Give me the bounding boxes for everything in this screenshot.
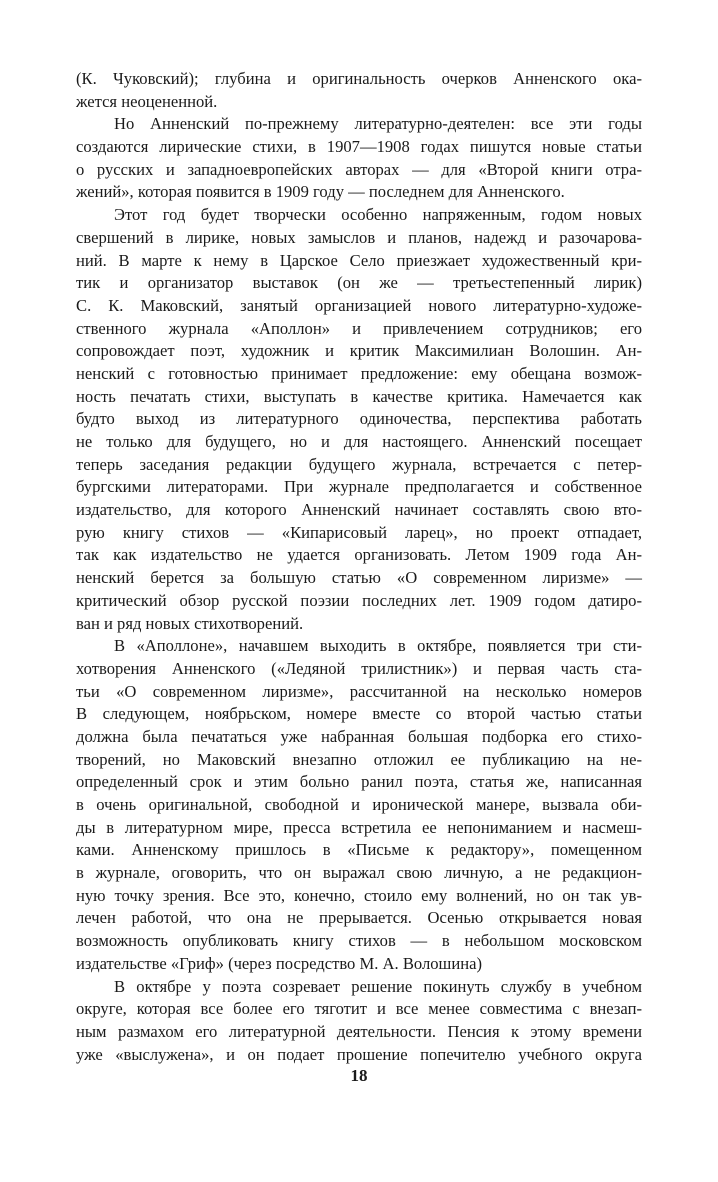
text-line: критический обзор русской поэзии последних лет. 1909 годом датиро- <box>76 590 642 610</box>
text-line: издательство, для которого Анненский начинает составлять свою вто- <box>76 500 642 520</box>
text-line: будто выход из литературного одиночества, перспектива работать <box>76 409 642 429</box>
page-number: 18 <box>350 1066 368 1085</box>
text-line: Но Анненский по-прежнему литературно-деятелен: все эти годы <box>114 114 642 134</box>
text-line: о русских и западноевропейских авторах — для «Второй книги отра- <box>76 159 642 179</box>
text-line: В следующем, ноябрьском, номере вместе со второй частью статьи <box>76 704 642 724</box>
page-body-text <box>76 68 642 1066</box>
text-line: творений, но Маковский внезапно отложил ее публикацию на не- <box>76 749 642 769</box>
text-line: тьи «О современном лиризме», рассчитанной на несколько номеров <box>76 681 642 701</box>
text-line: ван и ряд новых стихотворений. <box>76 613 304 633</box>
text-line: ненский с готовностью принимает предложение: ему обещана возмож- <box>76 363 642 383</box>
paragraph <box>76 635 642 975</box>
text-line: рую книгу стихов — «Кипарисовый ларец», но проект отпадает, <box>76 522 642 542</box>
text-line: лечен работой, что она не прерывается. Осенью открывается новая <box>76 908 642 928</box>
text-line: ную точку зрения. Все это, конечно, стоило ему волнений, но он так ув- <box>76 885 642 905</box>
text-line: ненский берется за большую статью «О современном лиризме» — <box>76 568 642 588</box>
text-line: должна была печататься уже набранная большая подборка его стихо- <box>76 726 642 746</box>
text-line: Этот год будет творчески особенно напряженным, годом новых <box>114 205 642 225</box>
text-line: создаются лирические стихи, в 1907—1908 годах пишутся новые статьи <box>76 137 642 157</box>
text-line: ды в литературном мире, пресса встретила ее непониманием и насмеш- <box>76 817 642 837</box>
text-line: сопровождает поэт, художник и критик Максимилиан Волошин. Ан- <box>76 341 642 361</box>
paragraph <box>76 68 642 113</box>
text-line: В «Аполлоне», начавшем выходить в октябре, появляется три сти- <box>114 636 642 656</box>
text-line: (К. Чуковский); глубина и оригинальность очерков Анненского ока- <box>76 69 642 88</box>
paragraph <box>76 113 642 204</box>
text-line: В октябре у поэта созревает решение покинуть службу в учебном <box>114 976 642 996</box>
text-line: в журнале, оговорить, что он выражал свою личную, а не редакцион- <box>76 863 642 883</box>
text-line: ным размахом его литературной деятельности. Пенсия к этому времени <box>76 1021 642 1041</box>
paragraph <box>76 976 642 1067</box>
text-line: ственного журнала «Аполлон» и привлечением сотрудников; его <box>76 318 642 338</box>
text-line: свершений в лирике, новых замыслов и планов, надежд и разочарова- <box>76 227 642 247</box>
text-line: возможность опубликовать книгу стихов — в небольшом московском <box>76 931 642 951</box>
text-line: хотворения Анненского («Ледяной трилистник») и первая часть ста- <box>76 658 642 678</box>
text-line: тик и организатор выставок (он же — третьестепенный лирик) <box>76 273 642 293</box>
text-line: округе, которая все более его тяготит и все менее совместима с внезап- <box>76 999 642 1019</box>
text-line: уже «выслужена», и он подает прошение попечителю учебного округа <box>76 1044 642 1064</box>
text-line: издательстве «Гриф» (через посредство М. А. Волошина) <box>76 953 482 973</box>
text-line: определенный срок и этим больно ранил поэта, статья же, написанная <box>76 772 642 792</box>
text-line: бургскими литераторами. При журнале предполагается и собственное <box>76 477 642 497</box>
text-line: С. К. Маковский, занятый организацией нового литературно-художе- <box>76 295 642 315</box>
text-line: не только для будущего, но и для настоящего. Анненский посещает <box>76 432 642 451</box>
text-line: теперь заседания редакции будущего журнала, встречается с петер- <box>76 454 642 474</box>
text-line: ний. В марте к нему в Царское Село приезжает художественный кри- <box>76 250 642 270</box>
text-line: ность печатать стихи, выступать в качестве критика. Намечается как <box>76 386 642 406</box>
text-line: в очень оригинальной, свободной и иронической манере, вызвала оби- <box>76 795 642 814</box>
text-line: жений», которая появится в 1909 году — последнем для Анненского. <box>76 182 565 202</box>
text-line: так как издательство не удается организовать. Летом 1909 года Ан- <box>76 545 642 565</box>
paragraph <box>76 204 642 635</box>
text-line: ками. Анненскому пришлось в «Письме к редактору», помещенном <box>76 840 642 860</box>
text-line: жется неоцененной. <box>76 91 218 111</box>
